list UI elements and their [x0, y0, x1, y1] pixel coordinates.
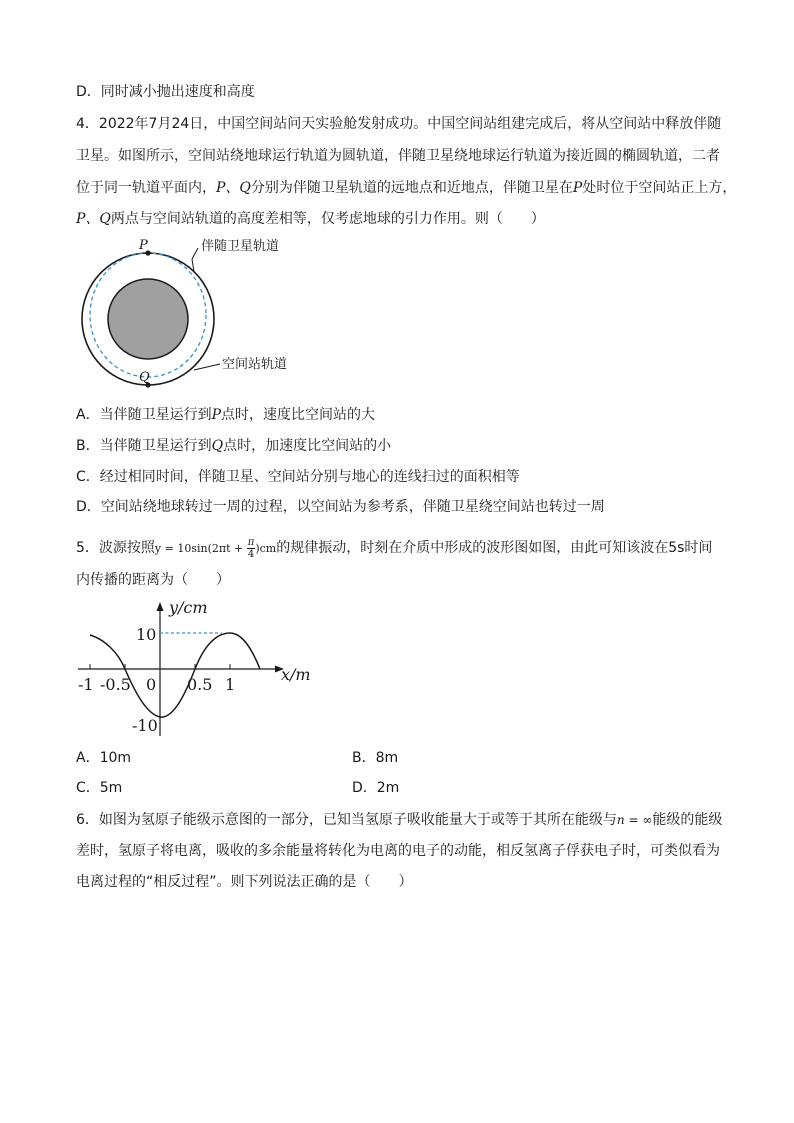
satellite-orbit-leader-h: [192, 248, 198, 259]
q4-points-pq: P、Q: [216, 180, 251, 196]
x-axis-label: x/m: [281, 665, 311, 684]
q5-wave-graph: [74, 596, 324, 741]
q4-points-pq: P、Q: [76, 211, 111, 227]
q5-option-a: A．10m: [76, 750, 132, 766]
q4-stem-line-4: [76, 209, 726, 229]
q4-stem-line-3: [76, 178, 737, 198]
fraction-numerator: π: [247, 536, 255, 548]
x-tick-label: -0.5: [100, 675, 131, 694]
y-tick-label-neg: -10: [132, 716, 158, 735]
q4-stem-line-2: 卫星。如图所示，空间站绕地球运行轨道为圆轨道，伴随卫星绕地球运行轨道为接近圆的椭圆轨道，二者: [76, 148, 720, 164]
satellite-orbit-label: 伴随卫星轨道: [201, 239, 280, 254]
q4-stem-line-1: 4．2022年7月24日，中国空间站问天实验舱发射成功。中国空间站组建完成后，将从空间站中释放伴随: [76, 116, 722, 132]
q6-stem-text: 能级的能级: [652, 812, 723, 828]
q4-option-a-point: P: [211, 407, 221, 423]
q4-option-b-text: B．当伴随卫星运行到: [76, 438, 212, 454]
q5-stem-text: 的规律振动，时刻在介质中形成的波形图如图，由此可知该波在: [276, 540, 669, 556]
x-tick-label: 0.5: [187, 675, 213, 694]
x-tick-label: 1: [225, 675, 236, 694]
q4-option-b-text: 点时，加速度比空间站的小: [223, 438, 392, 454]
q5-duration: 5s: [668, 540, 685, 556]
q5-stem-line-1: [76, 536, 726, 561]
earth-disk: [108, 279, 188, 359]
q5-option-b: B．8m: [352, 750, 399, 766]
q4-stem-text: 两点与空间站轨道的高度差相等，仅考虑地球的引力作用。则（ ）: [110, 211, 545, 227]
q5-stem-text: 时间: [684, 540, 713, 556]
q6-stem-line-3: 电离过程的“相反过程”。则下列说法正确的是（ ）: [76, 874, 413, 890]
station-orbit-label: 空间站轨道: [222, 357, 288, 372]
q4-option-a-text: A．当伴随卫星运行到: [76, 407, 212, 423]
q4-option-d: D．空间站绕地球转过一周的过程，以空间站为参考系，伴随卫星绕空间站也转过一周: [76, 499, 605, 515]
y-axis-arrow: [157, 602, 164, 611]
q4-stem-text: 分别为伴随卫星轨道的远地点和近地点，伴随卫星在: [250, 180, 573, 196]
q4-stem-text: 位于同一轨道平面内，: [76, 180, 216, 196]
q6-stem-line-2: 差时，氢原子将电离，吸收的多余能量将转化为电离的电子的动能，相反氢离子俘获电子时，可类似看为: [76, 843, 720, 859]
point-q-label: Q: [139, 370, 150, 385]
x-tick-label: 0: [146, 675, 157, 694]
x-tick-label: -1: [78, 675, 94, 694]
q6-stem-line-1: [76, 810, 726, 830]
station-orbit-leader: [194, 364, 220, 370]
q6-infinity-level: n = ∞: [616, 813, 653, 827]
q4-option-b: [76, 436, 726, 456]
q4-stem-text: 处时位于空间站正上方，: [582, 180, 737, 196]
q4-option-c: C．经过相同时间，伴随卫星、空间站分别与地心的连线扫过的面积相等: [76, 469, 520, 485]
q4-orbit-figure: [70, 232, 340, 402]
q6-stem-text: 6．如图为氢原子能级示意图的一部分，已知当氢原子吸收能量大于或等于其所在能级与: [76, 812, 617, 828]
q5-stem-text: 5．波源按照: [76, 540, 155, 556]
q5-option-d: D．2m: [352, 780, 400, 796]
q4-point-p: P: [572, 180, 583, 196]
fraction-denominator: 4: [247, 548, 255, 560]
q3-option-d: D．同时减小抛出速度和高度: [76, 84, 255, 100]
q4-option-a-text: 点时，速度比空间站的大: [221, 407, 375, 423]
q4-option-b-point: Q: [211, 438, 224, 454]
y-axis-label: y/cm: [169, 598, 208, 617]
point-p-label: P: [139, 238, 148, 253]
q5-stem-line-2: 内传播的距离为（ ）: [76, 572, 230, 588]
q5-equation-left: y = 10sin(2πt +: [154, 542, 247, 555]
y-tick-label-pos: 10: [136, 625, 157, 644]
q5-option-c: C．5m: [76, 780, 123, 796]
q5-equation-right: )cm: [255, 542, 277, 555]
q4-option-a: [76, 405, 726, 425]
